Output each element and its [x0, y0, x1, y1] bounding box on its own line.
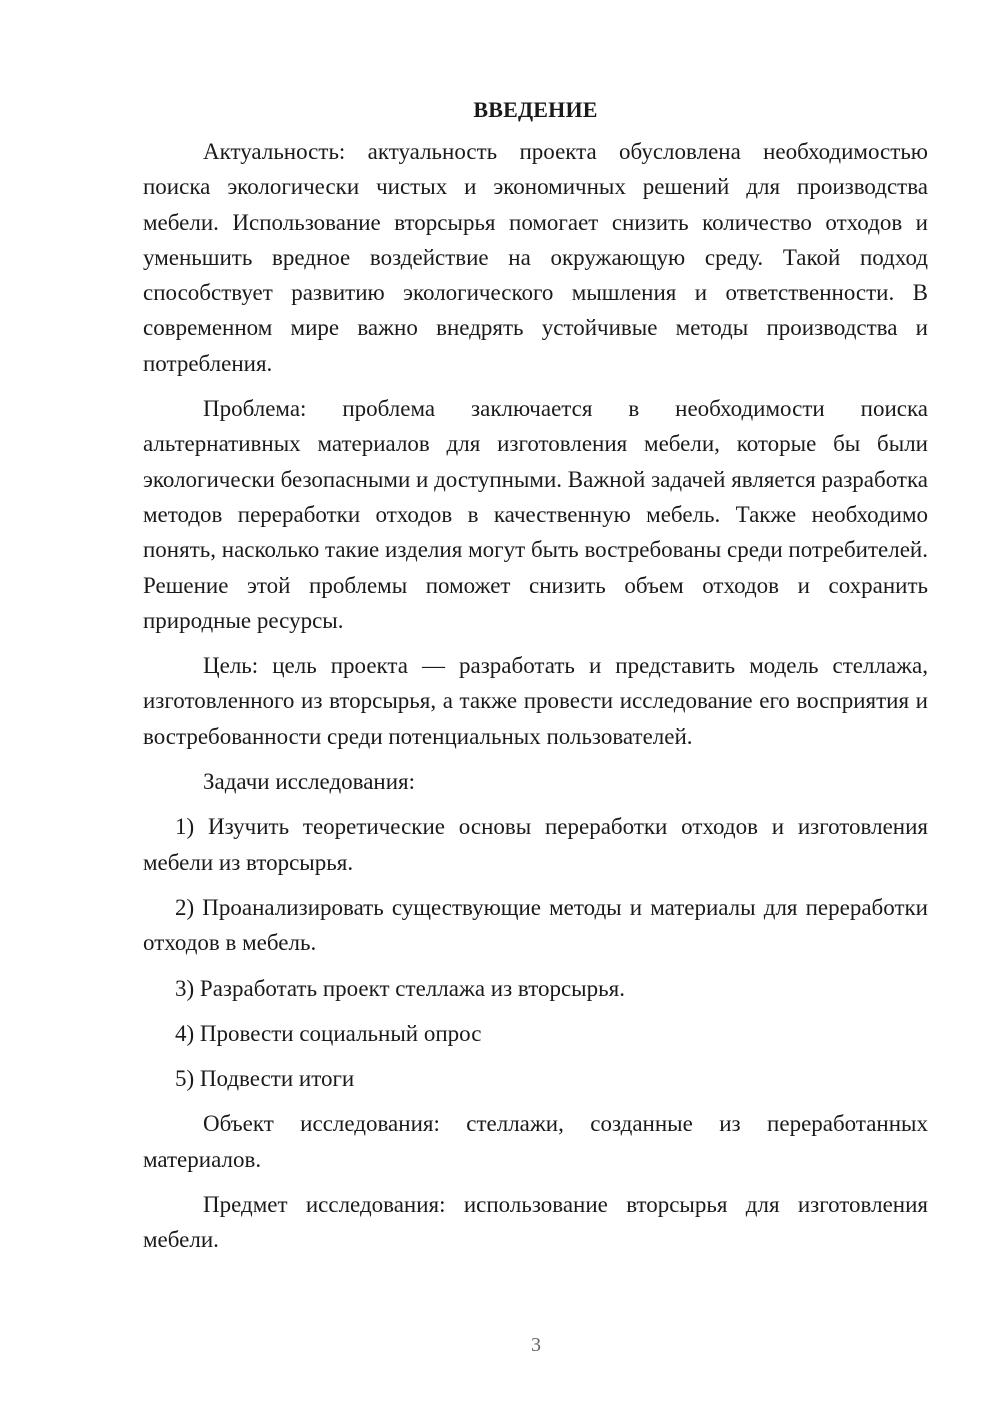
- task-item-4: 4) Провести социальный опрос: [175, 1020, 482, 1046]
- relevance-paragraph: Актуальность: актуальность проекта обусловлена необходимостью поиска экологически чистых и экономичных решений для производства мебели. Использование вторсырья помогает снизить количество отходов и уменьшить вредное воздействие на окружающую среду. Такой подход способствует развитию экологического мышления и ответственности. В современном мире важно внедрять устойчивые методы производства и потребления.: [143, 139, 928, 376]
- task-item-1: 1) Изучить теоретические основы переработки отходов и изготовления мебели из вторсырья.: [143, 814, 928, 875]
- page-number: 3: [531, 1334, 541, 1356]
- document-body: [143, 94, 928, 1268]
- problem-paragraph: Проблема: проблема заключается в необходимости поиска альтернативных материалов для изготовления мебели, которые бы были экологически безопасными и доступными. Важной задачей является разработка методов переработки отходов в качественную мебель. Также необходимо понять, насколько такие изделия могут быть востребованы среди потребителей. Решение этой проблемы поможет снизить объем отходов и сохранить природные ресурсы.: [143, 396, 928, 633]
- goal-paragraph: Цель: цель проекта — разработать и представить модель стеллажа, изготовленного из вторсырья, а также провести исследование его восприятия и востребованности среди потенциальных пользователей.: [143, 653, 928, 749]
- research-object-paragraph: Объект исследования: стеллажи, созданные из переработанных материалов.: [143, 1111, 928, 1172]
- task-item-5: 5) Подвести итоги: [175, 1066, 355, 1092]
- page-title: ВВЕДЕНИЕ: [473, 97, 598, 122]
- task-item-3: 3) Разработать проект стеллажа из вторсырья.: [175, 975, 625, 1001]
- research-subject-paragraph: Предмет исследования: использование вторсырья для изготовления мебели.: [143, 1192, 928, 1253]
- tasks-heading: Задачи исследования:: [203, 769, 416, 795]
- task-item-2: 2) Проанализировать существующие методы и материалы для переработки отходов в мебель.: [143, 894, 928, 956]
